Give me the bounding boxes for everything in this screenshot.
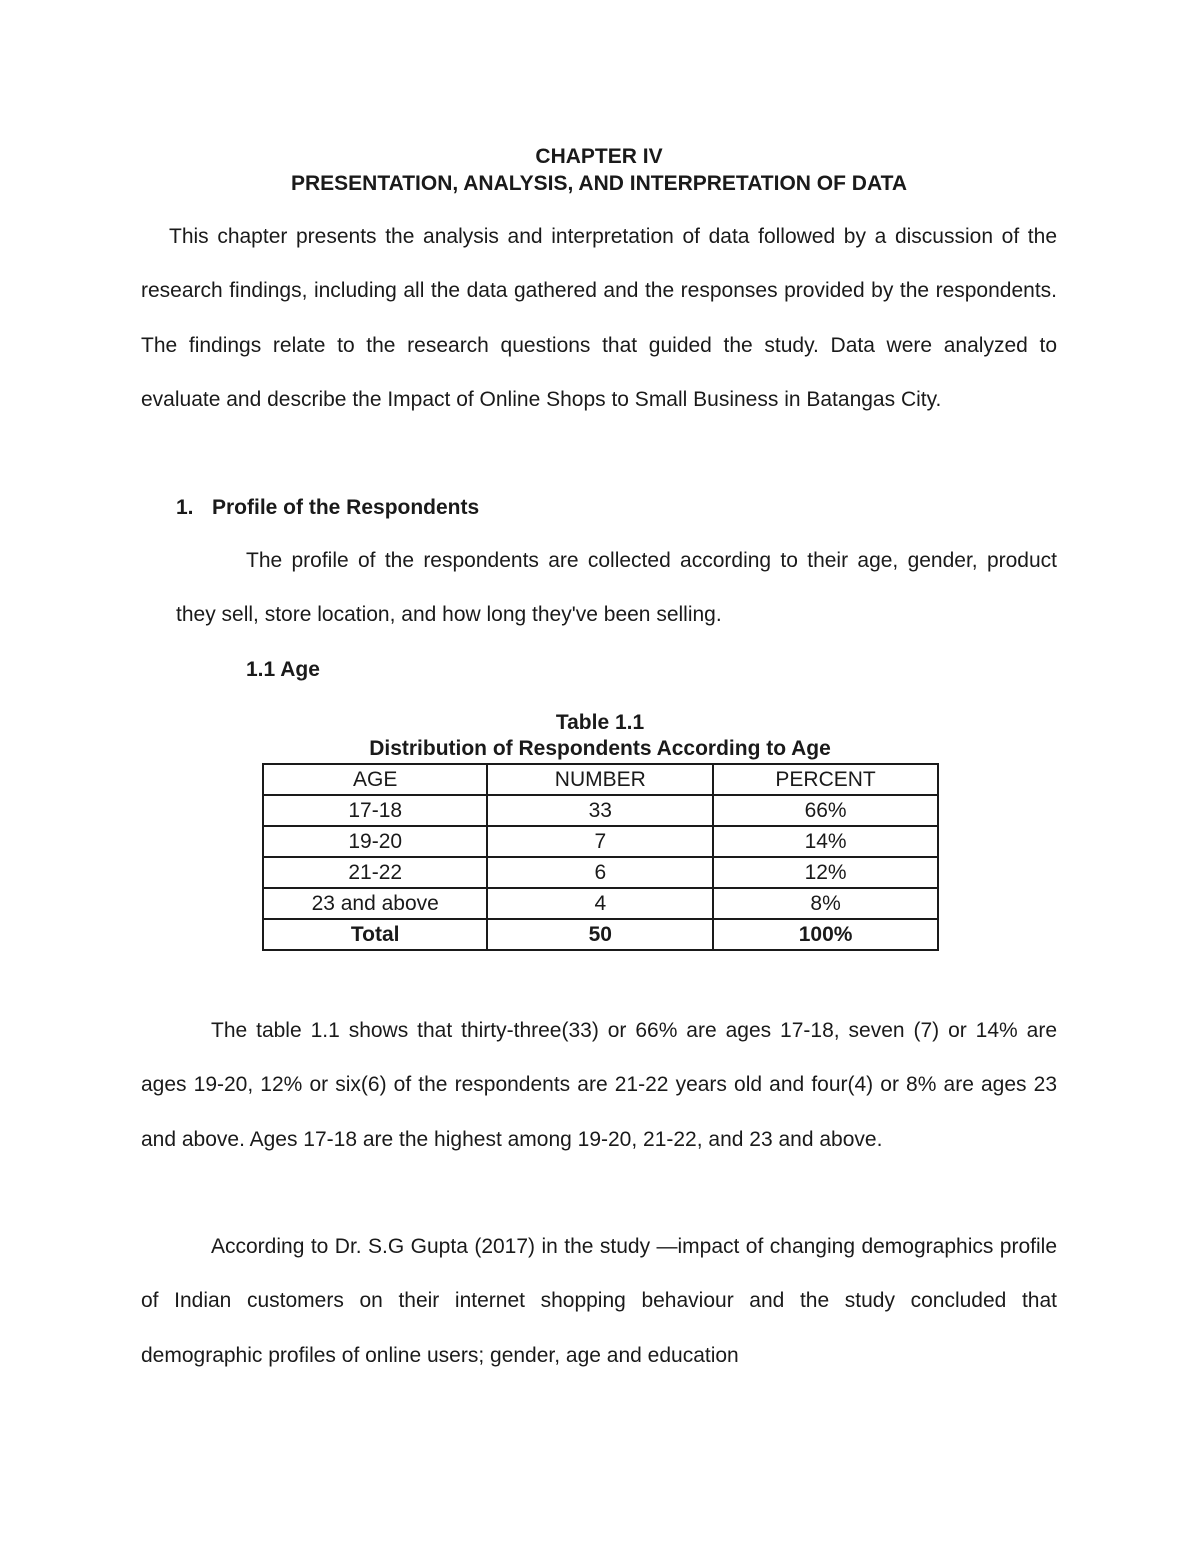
table-cell: 66% <box>713 795 938 826</box>
section-title: Profile of the Respondents <box>212 496 480 519</box>
table-row <box>263 826 938 857</box>
table-header-cell: NUMBER <box>487 764 713 795</box>
table-total-cell: 50 <box>487 919 713 950</box>
table-row <box>263 795 938 826</box>
chapter-subtitle: PRESENTATION, ANALYSIS, AND INTERPRETATION OF DATA <box>290 172 907 195</box>
table-total-cell: Total <box>263 919 487 950</box>
table-cell: 23 and above <box>263 888 487 919</box>
table-cell: 33 <box>487 795 713 826</box>
table-cell: 4 <box>487 888 713 919</box>
table-cell: 8% <box>713 888 938 919</box>
table-row <box>263 888 938 919</box>
table-cell: 21-22 <box>263 857 487 888</box>
table-row <box>263 857 938 888</box>
gupta-paragraph-text: According to Dr. S.G Gupta (2017) in the study —impact of changing demographics profile of Indian customers on their internet shopping behaviour and the study concluded that demographic profiles of online users; gender, age and education <box>141 1235 1057 1367</box>
profile-paragraph-text: The profile of the respondents are collected according to their age, gender, product they sell, store location, and how long they've been selling. <box>176 549 1057 627</box>
subsection-heading-age: 1.1 Age <box>246 658 320 681</box>
table-cell: 14% <box>713 826 938 857</box>
table-header-cell: PERCENT <box>713 764 938 795</box>
section-number: 1. <box>176 496 194 519</box>
table-cell: 17-18 <box>263 795 487 826</box>
table-cell: 19-20 <box>263 826 487 857</box>
table-total-row <box>263 919 938 950</box>
section-heading-profile <box>176 494 479 522</box>
analysis-paragraph-text: The table 1.1 shows that thirty-three(33) or 66% are ages 17-18, seven (7) or 14% are ages 19-20, 12% or six(6) of the respondents are 21-22 years old and four(4) or 8% are ages 23 and above. Ages 17-18 are the highest among 19-20, 21-22, and 23 and above. <box>141 1019 1057 1151</box>
intro-paragraph <box>141 210 1057 428</box>
table-cell: 12% <box>713 857 938 888</box>
table-total-cell: 100% <box>713 919 938 950</box>
table-cell: 7 <box>487 826 713 857</box>
table-cell: 6 <box>487 857 713 888</box>
gupta-paragraph <box>141 1220 1057 1383</box>
age-distribution-table <box>262 763 939 951</box>
profile-paragraph <box>176 534 1057 643</box>
intro-paragraph-text: This chapter presents the analysis and interpretation of data followed by a discussion of the research findings, including all the data gathered and the responses provided by the respondents. The findings relate to the research questions that guided the study. Data were analyzed to evaluate and describe the Impact of Online Shops to Small Business in Batangas City. <box>141 225 1057 412</box>
table-subtitle: Distribution of Respondents According to Age <box>369 737 831 760</box>
chapter-title: CHAPTER IV <box>535 145 663 168</box>
table-header-row <box>263 764 938 795</box>
table-title: Table 1.1 <box>555 711 645 734</box>
table-header-cell: AGE <box>263 764 487 795</box>
analysis-paragraph <box>141 1004 1057 1167</box>
